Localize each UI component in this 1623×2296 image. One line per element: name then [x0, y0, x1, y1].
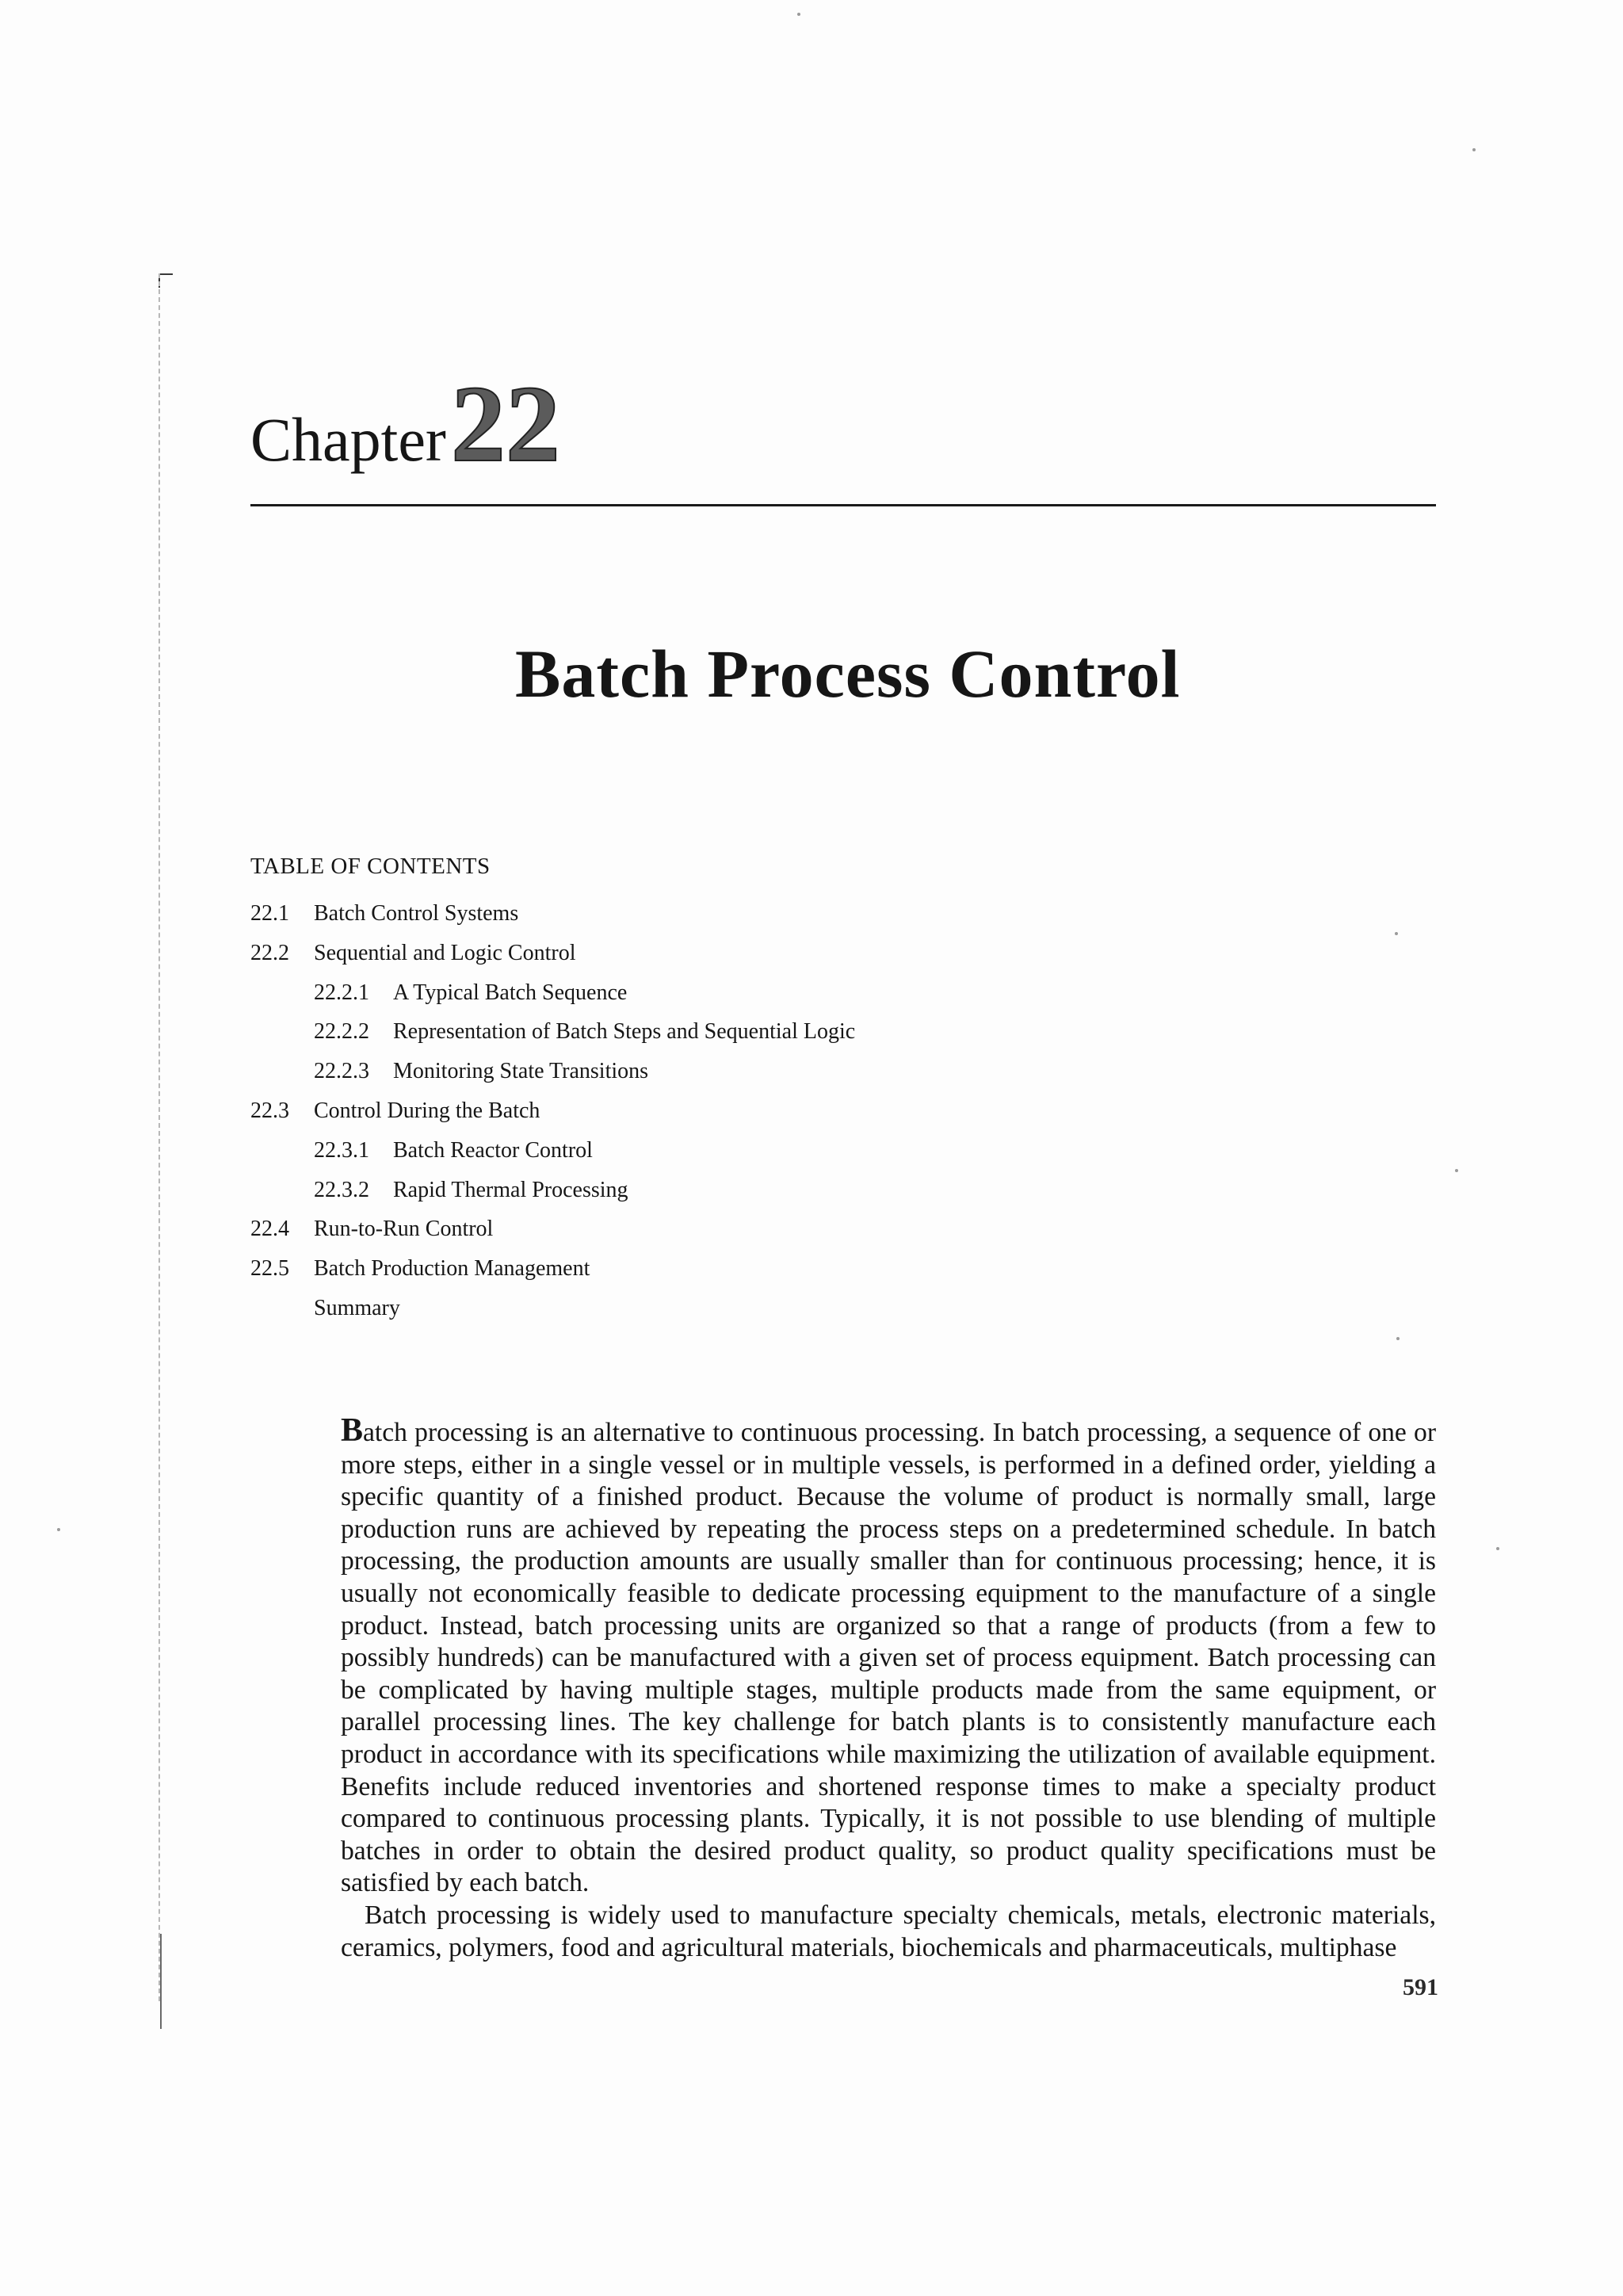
toc-entry-number: 22.5: [250, 1256, 289, 1282]
table-of-contents: [250, 898, 1281, 1332]
toc-entry-title: Summary: [314, 1295, 400, 1320]
toc-heading: TABLE OF CONTENTS: [250, 854, 491, 879]
toc-entry-title: Batch Production Management: [314, 1256, 590, 1282]
toc-entry-title: A Typical Batch Sequence: [393, 980, 628, 1005]
toc-entry-number: 22.3: [250, 1098, 289, 1123]
toc-subentry: [250, 1135, 1281, 1175]
paragraph-text: atch processing is an alternative to continuous processing. In batch processing, a sequence of one or more steps, either in a single vessel or in multiple vessels, is performed in a defined order, yielding a specific quantity of a finished product. Because the volume of product is normally small, large production runs are achieved by repeating the process steps on a predetermined schedule. In batch processing, the production amounts are usually smaller than for continuous processing; hence, it is usually not economically feasible to dedicate processing equipment to the manufacture of a single product. Instead, batch processing units are organized so that a range of products (from a few to possibly hundreds) can be manufactured with a given set of process equipment. Batch processing can be complicated by having multiple stages, multiple products made from the same equipment, or parallel processing lines. The key challenge for batch plants is to consistently manufacture each product in accordance with its specifications while maximizing the utilization of available equipment. Benefits include reduced inventories and shortened response times to make a specialty product compared to continuous processing plants. Typically, it is not possible to use blending of multiple batches in order to obtain the desired product quality, so product quality specifications must be satisfied by each batch.: [341, 1418, 1436, 1898]
toc-entry-number: 22.2.3: [314, 1059, 369, 1084]
toc-entry: [250, 1213, 1281, 1253]
toc-entry-summary: [250, 1293, 1281, 1332]
toc-entry-title: Representation of Batch Steps and Sequential Logic: [393, 1019, 856, 1045]
scan-speck: [1472, 148, 1476, 151]
scan-speck: [1455, 1169, 1458, 1172]
chapter-intro-text: [341, 1412, 1436, 1964]
toc-entry-title: Control During the Batch: [314, 1098, 540, 1123]
scan-speck: [1395, 932, 1398, 935]
body-paragraph: [341, 1412, 1436, 1900]
toc-entry-title: Run-to-Run Control: [314, 1217, 494, 1242]
chapter-title: Batch Process Control: [515, 636, 1181, 712]
toc-entry-title: Monitoring State Transitions: [393, 1059, 649, 1084]
scan-speck: [1496, 1547, 1499, 1550]
scan-speck: [797, 13, 800, 16]
toc-entry-number: 22.2.1: [314, 980, 369, 1005]
scan-speck: [57, 1528, 60, 1531]
chapter-heading: [250, 361, 560, 487]
toc-entry: [250, 938, 1281, 977]
toc-entry-number: 22.2: [250, 940, 289, 965]
toc-subentry: [250, 1175, 1281, 1214]
scan-speck: [1396, 1337, 1400, 1340]
toc-subentry: [250, 1056, 1281, 1095]
drop-letter: B: [341, 1412, 364, 1449]
body-paragraph: Batch processing is widely used to manufacture specialty chemicals, metals, electronic materials, ceramics, polymers, food and agricultural materials, biochemicals and pharmaceuticals, multiphase: [341, 1900, 1436, 1962]
toc-subentry: [250, 1016, 1281, 1056]
toc-entry-number: 22.2.2: [314, 1019, 369, 1045]
toc-entry-number: 22.3.1: [314, 1137, 369, 1163]
toc-entry: [250, 898, 1281, 938]
toc-entry: [250, 1253, 1281, 1293]
chapter-label: Chapter: [250, 405, 446, 474]
scan-edge-mark: [160, 1934, 162, 2029]
toc-entry-title: Sequential and Logic Control: [314, 940, 576, 965]
scan-corner-mark: [158, 273, 173, 288]
toc-entry: [250, 1095, 1281, 1135]
chapter-rule: [250, 504, 1436, 506]
page-number: 591: [1403, 1974, 1438, 2000]
toc-entry-number: 22.1: [250, 901, 289, 926]
toc-entry-title: Rapid Thermal Processing: [393, 1177, 628, 1202]
toc-entry-number: 22.3.2: [314, 1177, 369, 1202]
toc-entry-number: 22.4: [250, 1217, 289, 1242]
chapter-number: 22: [450, 363, 560, 484]
toc-entry-title: Batch Control Systems: [314, 901, 519, 926]
scan-edge-line: [158, 273, 160, 2001]
toc-entry-title: Batch Reactor Control: [393, 1137, 593, 1163]
toc-subentry: [250, 977, 1281, 1017]
